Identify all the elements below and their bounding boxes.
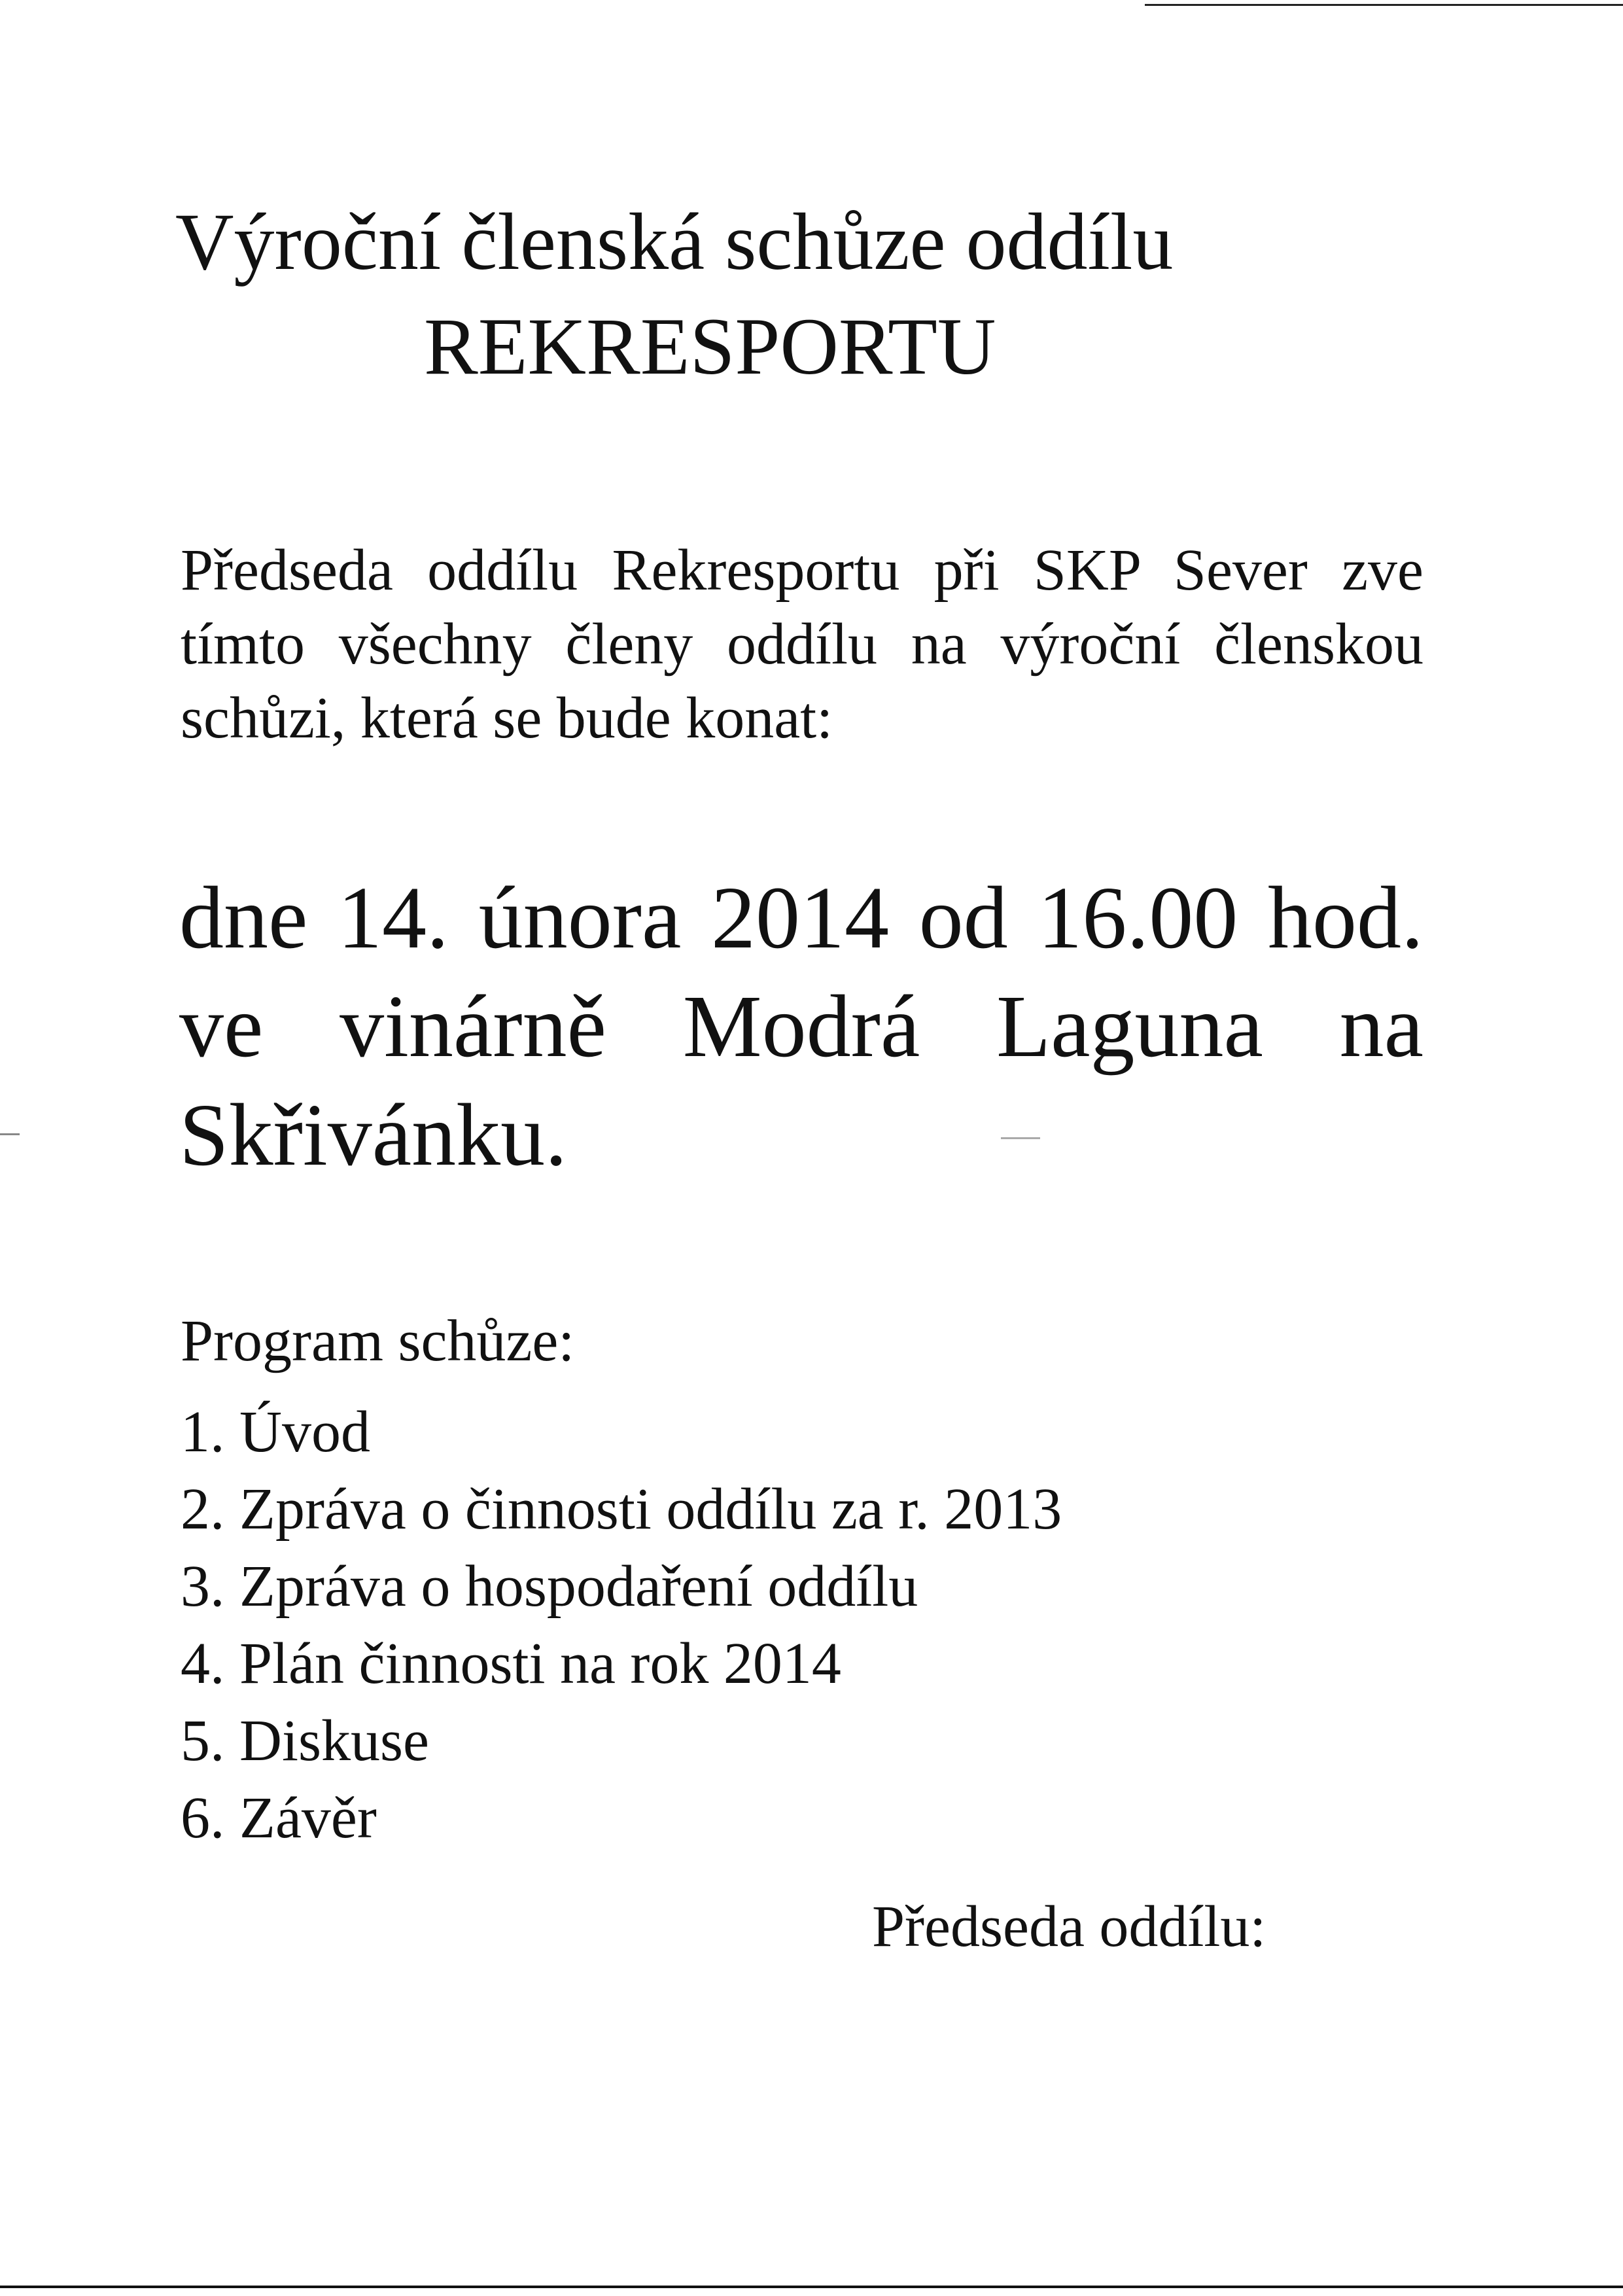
scan-artifact-dash-left (0, 1133, 20, 1135)
program-item: 6. Závěr (181, 1786, 377, 1850)
program-item: 1. Úvod (181, 1400, 370, 1464)
document-title-line-1: Výroční členská schůze oddílu (175, 197, 1174, 287)
event-details: dne 14. února 2014 od 16.00 hod. ve vinárně Modrá Laguna na Skřivánku. (179, 869, 1423, 1184)
scan-artifact-line-top (1145, 4, 1623, 6)
program-list (181, 1394, 1062, 1857)
invitation-paragraph: Předseda oddílu Rekresportu při SKP Sever zve tímto všechny členy oddílu na výroční členskou schůzi, která se bude konat: (181, 538, 1423, 751)
scan-artifact-line-bottom (0, 2286, 1623, 2288)
signature-label: Předseda oddílu: (872, 1894, 1266, 1959)
program-item: 5. Diskuse (181, 1708, 429, 1773)
program-item: 2. Zpráva o činnosti oddílu za r. 2013 (181, 1477, 1062, 1542)
document-title-line-2: REKRESPORTU (424, 302, 996, 391)
program-item: 4. Plán činnosti na rok 2014 (181, 1631, 841, 1696)
program-item: 3. Zpráva o hospodaření oddílu (181, 1554, 918, 1619)
program-heading: Program schůze: (181, 1309, 575, 1373)
